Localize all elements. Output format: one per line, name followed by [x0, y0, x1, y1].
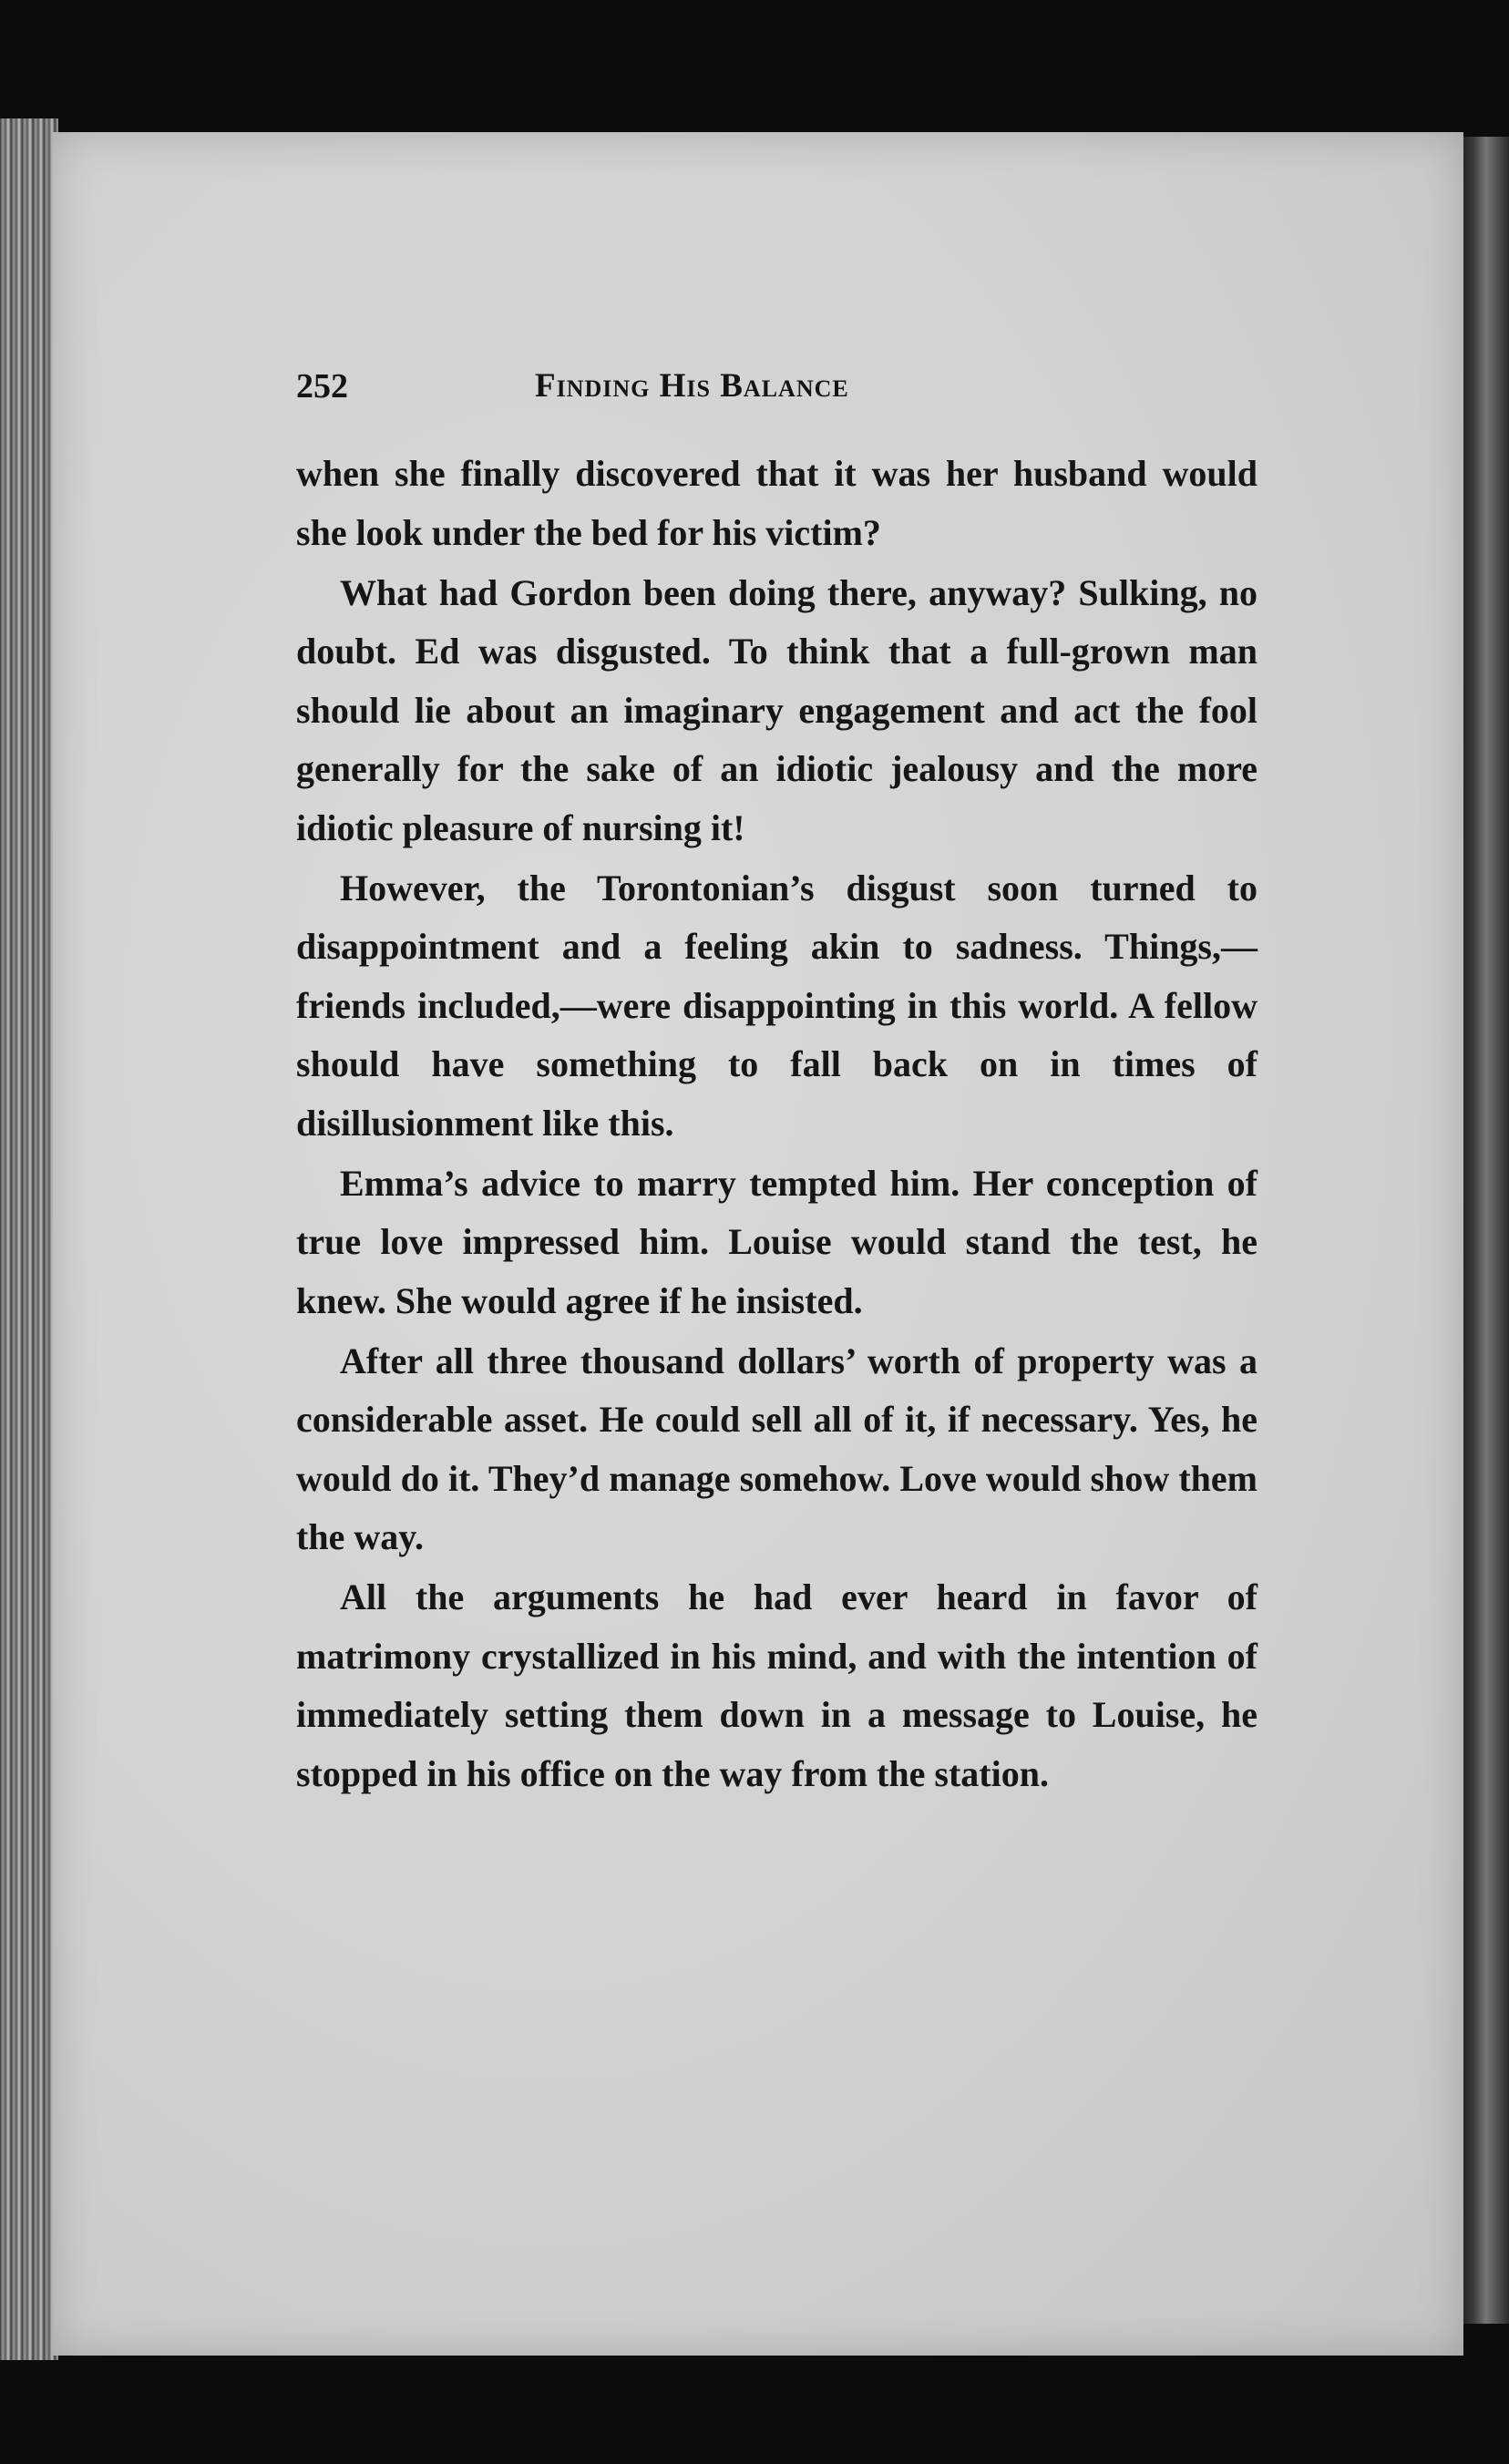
page-body [296, 445, 1258, 1805]
book-page-edges [0, 118, 58, 2360]
paragraph-6: All the arguments he had ever heard in favor of matrimony crystallized in his mind, and with the intention of immediately setting them down in a message to Louise, he stopped in his office on the way from the station. [296, 1576, 1258, 1794]
paragraph-4: Emma’s advice to marry tempted him. Her conception of true love impressed him. Louise would stand the test, he knew. She would agree if he insisted. [296, 1162, 1258, 1321]
paragraph-5: After all three thousand dollars’ worth of property was a considerable asset. He could sell all of it, if necessary. Yes, he would do it. They’d manage somehow. Love would show them the way. [296, 1340, 1258, 1557]
paragraph-3: However, the Torontonian’s disgust soon turned to disappointment and a feeling akin to sadness. Things,—friends included,—were disappointing in this world. A fellow should have something to fall back on in times of disillusionment like this. [296, 867, 1258, 1144]
page-header [296, 366, 1262, 421]
paragraph-1: when she finally discovered that it was her husband would she look under the bed for his victim? [296, 453, 1258, 553]
book-spine-shadow [1458, 137, 1509, 2324]
page-number: 252 [296, 367, 348, 406]
paragraph-2: What had Gordon been doing there, anyway? Sulking, no doubt. Ed was disgusted. To think that a full-grown man should lie about an imaginary engagement and act the fool generally for the sake of an idiotic jealousy and the more idiotic pleasure of nursing it! [296, 571, 1258, 848]
running-head: Finding His Balance [535, 367, 849, 405]
